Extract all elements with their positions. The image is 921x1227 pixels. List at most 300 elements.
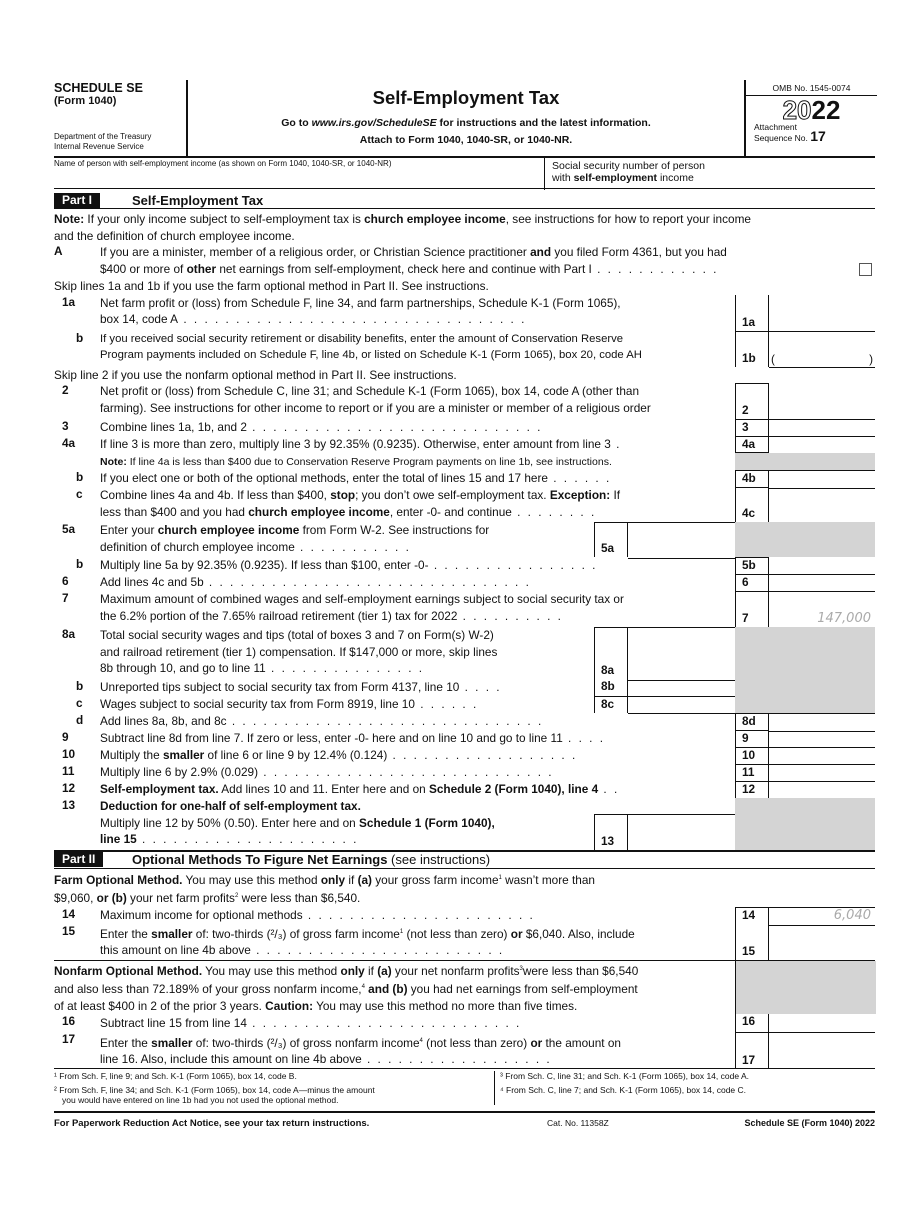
line-3-box bbox=[735, 419, 769, 436]
line-8c-box-label: 8c bbox=[601, 697, 615, 711]
part-1-note bbox=[54, 211, 875, 244]
farm-t1: You may use this method bbox=[182, 872, 321, 887]
omb-block bbox=[744, 80, 877, 156]
l5a-t1: Enter your bbox=[100, 523, 158, 537]
line-8d-box bbox=[735, 713, 769, 730]
line-8b-num: b bbox=[76, 679, 84, 693]
line-10-num: 10 bbox=[62, 747, 76, 761]
line-13-amount[interactable] bbox=[628, 814, 735, 851]
instructions-url[interactable]: www.irs.gov/ScheduleSE bbox=[311, 117, 437, 129]
line-1a-num: 1a bbox=[62, 294, 76, 309]
note-text-2: , see instructions for how to report your income bbox=[505, 212, 751, 226]
line-3-num: 3 bbox=[62, 419, 69, 433]
l17-t5: line 16. Also, include this amount on line 4b above bbox=[100, 1052, 362, 1067]
line-1b-amount[interactable] bbox=[769, 331, 875, 368]
nf-t4: were less than $6,540 bbox=[522, 963, 639, 978]
line-8c-box bbox=[594, 696, 628, 713]
line-8c-amount[interactable] bbox=[628, 696, 735, 714]
line-8b-text: Unreported tips subject to social security tax from Form 4137, line 10 . . . . bbox=[100, 680, 502, 694]
line-8d-box-label: 8d bbox=[742, 714, 756, 728]
line-a bbox=[54, 244, 875, 278]
line-1b-box bbox=[735, 331, 769, 367]
ssn-label-1: Social security number of person bbox=[552, 160, 705, 172]
l15-t4: $6,040. Also, include bbox=[522, 926, 635, 941]
line-12-text: Self-employment tax. Add lines 10 and 11. Enter here and on Schedule 2 (Form 1040), line 4 . . bbox=[100, 782, 620, 796]
footnote-1: ¹ From Sch. F, line 9; and Sch. K-1 (Form 1065), box 14, code B. bbox=[54, 1070, 297, 1081]
farm-b: Farm Optional Method. bbox=[54, 872, 183, 887]
footnote-2b: you would have entered on line 1b had you not used the optional method. bbox=[62, 1094, 339, 1105]
line-15-amount[interactable] bbox=[769, 924, 875, 961]
line-15-num: 15 bbox=[62, 923, 76, 938]
line-2-box-label: 2 bbox=[742, 403, 749, 417]
line-1b-num: b bbox=[76, 330, 84, 345]
l4c-t2: ; you don’t owe self-employment tax. bbox=[355, 488, 550, 502]
l10-b: smaller bbox=[162, 748, 205, 762]
line-8b-box-label: 8b bbox=[601, 679, 615, 693]
l17-t4: the amount on bbox=[542, 1035, 621, 1050]
line-12-box-label: 12 bbox=[742, 782, 756, 796]
line-13 bbox=[54, 798, 875, 850]
form-footer-id: Schedule SE (Form 1040) 2022 bbox=[744, 1117, 875, 1128]
line-12-box bbox=[735, 781, 769, 798]
l1b-t2: Program payments included on Schedule F, line 4b, or listed on Schedule K-1 (Form 1065), box 20, code AH bbox=[100, 349, 642, 361]
line-11-text: Multiply line 6 by 2.9% (0.029) . . . . . . . . . . . . . . . . . . . . . . . . . . . . bbox=[100, 765, 554, 779]
line-9-amount[interactable] bbox=[769, 730, 875, 748]
ssn-field[interactable] bbox=[544, 158, 705, 190]
nf-t7: of at least $400 in 2 of the prior 3 years. bbox=[54, 998, 266, 1013]
skip-2-note: Skip line 2 if you use the nonfarm optional method in Part II. See instructions. bbox=[54, 367, 457, 382]
form-footer bbox=[54, 1111, 875, 1131]
form-id-block bbox=[54, 80, 188, 156]
farm-t2: if bbox=[345, 872, 358, 887]
line-17-text: Enter the smaller of: two-thirds (²/₃) of gross nonfarm income$^4$ (not less than zero) or the amount on line 16. Also, include this amount on line 4b above . . . . . . . . . . . . . . . . . . bbox=[100, 1035, 621, 1067]
ssn-post: income bbox=[657, 172, 694, 184]
line-3-amount[interactable] bbox=[769, 419, 875, 437]
line-8a-text: Total social security wages and tips (total of boxes 3 and 7 on Form(s) W-2) and railroad retirement (tier 1) compensation. If $147,000 or more, skip lines 8b through 10, and go to line 11 . . . . . . . . . . . . . . . bbox=[100, 628, 498, 675]
l13-t1: Multiply line 12 by 50% (0.50). Enter here and on bbox=[100, 815, 360, 830]
part-2-title-note: (see instructions) bbox=[387, 852, 491, 867]
line-5a bbox=[54, 522, 875, 557]
omb-number: OMB No. 1545-0074 bbox=[746, 83, 877, 96]
farm-t4: wasn’t more than bbox=[501, 872, 595, 887]
shaded-cell bbox=[735, 453, 875, 470]
line-16-text: Subtract line 15 from line 14 . . . . . . . . . . . . . . . . . . . . . . . . . . bbox=[100, 1015, 522, 1030]
goto-post: for instructions and the latest information. bbox=[436, 117, 651, 129]
line-7-amount bbox=[769, 591, 875, 628]
l10-t1: Multiply the bbox=[100, 748, 163, 762]
nf-t2: if bbox=[364, 963, 378, 978]
line-2-text bbox=[100, 383, 651, 416]
l4a-note-b: Note: bbox=[100, 455, 127, 468]
l13-b: Deduction for one-half of self-employment tax. bbox=[100, 799, 361, 813]
a-other: other bbox=[186, 261, 217, 276]
line-6-num: 6 bbox=[62, 574, 69, 588]
line-4c-text: Combine lines 4a and 4b. If less than $400, stop; you don’t owe self-employment tax. Exception: If less than $400 and you had church employee income, enter -0- and continue . . . . . . . . bbox=[100, 488, 621, 519]
line-8d-text: Add lines 8a, 8b, and 8c . . . . . . . . . . . . . . . . . . . . . . . . . . . . . . bbox=[100, 714, 544, 728]
l15-or: or bbox=[510, 926, 523, 941]
line-14-value: 6,040 bbox=[833, 907, 871, 923]
paren-open: ( bbox=[771, 351, 775, 366]
line-4a-num: 4a bbox=[62, 436, 76, 450]
line-15 bbox=[54, 924, 875, 960]
line-7-box bbox=[735, 591, 769, 627]
footnote-4: ⁴ From Sch. C, line 7; and Sch. K-1 (Form 1065), box 14, code C. bbox=[500, 1084, 747, 1095]
l5a-bold: church employee income bbox=[157, 523, 300, 537]
line-4a-text: If line 3 is more than zero, multiply line 3 by 92.35% (0.9235). Otherwise, enter amount from line 3 . Note: If line 4a is less than $400 due to Conservation Reserve Program payments on line 1b, see instructions. bbox=[100, 437, 622, 468]
line-10 bbox=[54, 747, 875, 764]
line-4c-box-label: 4c bbox=[742, 506, 756, 520]
shaded-cell bbox=[735, 627, 875, 679]
schedule-se-form bbox=[54, 80, 875, 1131]
note-text-1: If your only income subject to self-employment tax is bbox=[84, 212, 365, 226]
line-16-amount[interactable] bbox=[769, 1014, 875, 1033]
shaded-cell bbox=[735, 798, 875, 850]
line-12-amount[interactable] bbox=[769, 781, 875, 799]
line-4a bbox=[54, 436, 875, 470]
l7-t1: Maximum amount of combined wages and self-employment earnings subject to social security tax or bbox=[100, 592, 624, 606]
farm-t7: were less than $6,540. bbox=[238, 891, 361, 906]
shaded-cell bbox=[735, 522, 875, 557]
line-3-box-label: 3 bbox=[742, 420, 749, 434]
l16-t: Subtract line 15 from line 14 bbox=[100, 1015, 247, 1030]
note-bold: church employee income bbox=[364, 212, 506, 226]
line-7-value: 147,000 bbox=[817, 611, 871, 626]
l15-t3: (not less than zero) bbox=[403, 926, 511, 941]
line-8c-num: c bbox=[76, 696, 83, 710]
line-8a-num: 8a bbox=[62, 627, 76, 641]
name-field-label: Name of person with self-employment income (as shown on Form 1040, 1040-SR, or 1040-NR) bbox=[54, 159, 392, 168]
nf-caution: Caution: bbox=[265, 998, 314, 1013]
tax-year bbox=[746, 97, 877, 123]
line-14-box bbox=[735, 907, 769, 924]
l8b-t: Unreported tips subject to social security tax from Form 4137, line 10 bbox=[100, 680, 460, 694]
l10-t2: of line 6 or line 9 by 12.4% (0.124) bbox=[204, 748, 388, 762]
line-5a-amount[interactable] bbox=[628, 522, 735, 559]
l4c-t1: Combine lines 4a and 4b. If less than $400, bbox=[100, 488, 331, 502]
l15-t1: Enter the bbox=[100, 926, 152, 941]
a-and: and bbox=[530, 245, 552, 259]
line-8b-amount[interactable] bbox=[628, 679, 735, 697]
part-2-title bbox=[132, 852, 490, 867]
farm-t3: your gross farm income bbox=[371, 872, 499, 887]
l4c-t3: If bbox=[610, 488, 621, 502]
line-a-text: If you are a minister, member of a religious order, or Christian Science practitioner and you filed Form 4361, but you had $400 or more of other net earnings from self-employment, check here and continue with Part I . . . . . . . . . . . . bbox=[100, 245, 727, 276]
line-8d bbox=[54, 713, 875, 730]
line-4b bbox=[54, 470, 875, 487]
line-9-text: Subtract line 8d from line 7. If zero or less, enter -0- here and on line 10 and go to line 11 . . . . bbox=[100, 731, 605, 745]
line-2-num: 2 bbox=[62, 383, 69, 397]
line-5a-box bbox=[594, 522, 628, 557]
line-14 bbox=[54, 907, 875, 924]
note-text-3: and the definition of church employee income. bbox=[54, 228, 295, 243]
line-16-num: 16 bbox=[62, 1013, 76, 1028]
dept-line-1: Department of the Treasury bbox=[54, 132, 152, 141]
line-5b bbox=[54, 557, 875, 574]
nonfarm-optional-method bbox=[54, 960, 875, 1014]
line-7 bbox=[54, 591, 875, 627]
line-2-amount[interactable] bbox=[769, 383, 875, 420]
footnote-divider bbox=[494, 1071, 495, 1105]
form-header bbox=[54, 80, 875, 158]
line-12-num: 12 bbox=[62, 781, 76, 795]
l2-t2: farming). See instructions for other income to report or if you are a minister or member of a religious order bbox=[100, 400, 651, 415]
l17-b: smaller bbox=[151, 1035, 193, 1050]
line-2 bbox=[54, 383, 875, 419]
line-11 bbox=[54, 764, 875, 781]
line-14-num: 14 bbox=[62, 906, 76, 921]
line-13-text: Deduction for one-half of self-employment tax. Multiply line 12 by 50% (0.50). Enter here and on Schedule 1 (Form 1040), line 15 . . . . . . . . . . . . . . . . . . . . . bbox=[100, 799, 495, 846]
line-17-box bbox=[735, 1032, 769, 1068]
skip-1a-1b-note: Skip lines 1a and 1b if you use the farm optional method in Part II. See instructions. bbox=[54, 279, 489, 293]
l15-t2: of: two-thirds (²/₃) of gross farm income bbox=[192, 926, 400, 941]
line-15-text: Enter the smaller of: two-thirds (²/₃) of gross farm income$^1$ (not less than zero) or $6,040. Also, include this amount on line 4b above . . . . . . . . . . . . . . . . . . . . . . . . bbox=[100, 926, 635, 958]
l7-t2: the 6.2% portion of the 7.65% railroad retirement (tier 1) tax for 2022 bbox=[100, 608, 458, 623]
nf-t5: and also less than 72.189% of your gross nonfarm income, bbox=[54, 982, 362, 997]
line-8a bbox=[54, 627, 875, 679]
l9-t: Subtract line 8d from line 7. If zero or less, enter -0- here and on line 10 and go to line 11 bbox=[100, 731, 563, 745]
line-9-num: 9 bbox=[62, 730, 69, 744]
line-16-box-label: 16 bbox=[742, 1013, 756, 1028]
line-9-box-label: 9 bbox=[742, 731, 749, 745]
line-8a-box bbox=[594, 627, 628, 679]
nf-t8: You may use this method no more than five times. bbox=[313, 998, 578, 1013]
minister-checkbox[interactable] bbox=[859, 263, 872, 276]
line-8a-box-label: 8a bbox=[601, 663, 615, 677]
l13-b3: line 15 bbox=[100, 832, 137, 846]
a-text-2: you filed Form 4361, but you had bbox=[551, 245, 727, 259]
l17-t3: (not less than zero) bbox=[422, 1035, 531, 1050]
l4c-church: church employee income bbox=[248, 504, 390, 519]
shaded-cell bbox=[735, 679, 875, 696]
line-4a-box bbox=[735, 436, 769, 453]
line-8c-text: Wages subject to social security tax from Form 8919, line 10 . . . . . . bbox=[100, 697, 479, 711]
farm-optional-method: Farm Optional Method. You may use this method only if (a) your gross farm income$^1$ wasn’t more than $9,060, or (b) your net farm profits$^2$ were less than $6,540. bbox=[54, 872, 595, 906]
name-ssn-row bbox=[54, 158, 875, 189]
l4a-t: If line 3 is more than zero, multiply line 3 by 92.35% (0.9235). Otherwise, enter amount from line 3 bbox=[100, 437, 611, 451]
l8d-t: Add lines 8a, 8b, and 8c bbox=[100, 714, 227, 728]
line-5b-text: Multiply line 5a by 92.35% (0.9235). If less than $100, enter -0- . . . . . . . . . . . . . . . . bbox=[100, 558, 598, 572]
l17-t1: Enter the bbox=[100, 1035, 152, 1050]
part-2-title-text: Optional Methods To Figure Net Earnings bbox=[132, 852, 388, 867]
line-1b bbox=[54, 331, 875, 367]
line-11-box-label: 11 bbox=[742, 765, 755, 779]
line-4a-box-label: 4a bbox=[742, 437, 756, 451]
line-4c-box bbox=[735, 487, 769, 522]
line-4c-amount[interactable] bbox=[769, 487, 875, 523]
line-10-box bbox=[735, 747, 769, 764]
shaded-cell bbox=[735, 961, 876, 1014]
ssn-pre: with bbox=[552, 172, 574, 184]
line-8b-box bbox=[594, 679, 628, 696]
attach-instruction: Attach to Form 1040, 1040-SR, or 1040-NR. bbox=[359, 134, 573, 146]
line-16 bbox=[54, 1014, 875, 1032]
line-1b-text bbox=[100, 331, 642, 364]
nonfarm-text: Nonfarm Optional Method. You may use this method only if (a) your net nonfarm profits$^3$were less than $6,540 and also less than 72.189% of your gross nonfarm income,$^4$ and (b) you had net earnings from self-employment of at least $400 in 2 of the prior 3 years. Caution: You may use this method no more than five times. bbox=[54, 963, 639, 1013]
line-8b bbox=[54, 679, 875, 696]
line-17-box-label: 17 bbox=[742, 1052, 756, 1067]
attachment-label: Attachment bbox=[754, 122, 797, 132]
line-11-amount[interactable] bbox=[769, 764, 875, 782]
sequence-number: 17 bbox=[810, 128, 826, 144]
l15-b: smaller bbox=[151, 926, 193, 941]
nf-a: (a) bbox=[377, 963, 392, 978]
nf-b: Nonfarm Optional Method. bbox=[54, 963, 203, 978]
line-5a-text: Enter your church employee income from Form W-2. See instructions for definition of church employee income . . . . . . . . . . . bbox=[100, 523, 490, 554]
form-title: Self-Employment Tax bbox=[372, 87, 560, 108]
line-5b-amount[interactable] bbox=[769, 557, 875, 575]
catalog-number: Cat. No. 11358Z bbox=[547, 1117, 609, 1128]
line-5b-num: b bbox=[76, 557, 84, 571]
schedule-name: SCHEDULE SE bbox=[54, 81, 143, 95]
line-9-box bbox=[735, 730, 769, 747]
line-6-amount[interactable] bbox=[769, 574, 875, 592]
line-4b-box-label: 4b bbox=[742, 471, 756, 485]
form-number: (Form 1040) bbox=[54, 95, 117, 107]
line-17 bbox=[54, 1032, 875, 1068]
line-2-box bbox=[735, 383, 769, 419]
l3-t: Combine lines 1a, 1b, and 2 bbox=[100, 420, 247, 434]
a-text-1: If you are a minister, member of a religious order, or Christian Science practitioner bbox=[100, 245, 531, 259]
form-title-block bbox=[188, 80, 744, 156]
a-text-3: $400 or more of bbox=[100, 261, 187, 276]
line-10-text: Multiply the smaller of line 6 or line 9 by 12.4% (0.124) . . . . . . . . . . . . . . . . . . bbox=[100, 748, 578, 762]
footnote-2a: ² From Sch. F, line 34; and Sch. K-1 (Form 1065), box 14, code A—minus the amount bbox=[54, 1084, 375, 1095]
farm-orb: or (b) bbox=[96, 891, 127, 906]
line-1a-box bbox=[735, 295, 769, 331]
part-1-tag: Part I bbox=[54, 193, 100, 208]
line-1a bbox=[54, 295, 875, 331]
paperwork-notice: For Paperwork Reduction Act Notice, see your tax return instructions. bbox=[54, 1117, 370, 1129]
line-16-box bbox=[735, 1014, 769, 1032]
l1a-t2: box 14, code A bbox=[100, 312, 179, 326]
line-5a-num: 5a bbox=[62, 522, 76, 536]
l5a-t2: from Form W-2. See instructions for bbox=[299, 523, 490, 537]
l12-b2: Schedule 2 (Form 1040), line 4 bbox=[428, 782, 599, 796]
footnote-3: ³ From Sch. C, line 31; and Sch. K-1 (Form 1065), box 14, code A. bbox=[500, 1070, 749, 1081]
l8a-t2: and railroad retirement (tier 1) compensation. If $147,000 or more, skip lines bbox=[100, 644, 498, 659]
paren-close: ) bbox=[869, 351, 873, 366]
l17-or: or bbox=[530, 1035, 543, 1050]
farm-t5: $9,060, bbox=[54, 891, 97, 906]
farm-t6: your net farm profits bbox=[126, 891, 235, 906]
l11-t: Multiply line 6 by 2.9% (0.029) bbox=[100, 765, 259, 779]
l2-t1: Net profit or (loss) from Schedule C, line 31; and Schedule K-1 (Form 1065), box 14, code A (other than bbox=[100, 384, 640, 398]
line-6 bbox=[54, 574, 875, 591]
l5b-t: Multiply line 5a by 92.35% (0.9235). If less than $100, enter -0- bbox=[100, 558, 429, 572]
ssn-label-2 bbox=[552, 172, 705, 184]
l4c-stop: stop bbox=[330, 488, 356, 502]
part-1-title: Self-Employment Tax bbox=[132, 193, 264, 208]
line-11-box bbox=[735, 764, 769, 781]
line-3-text: Combine lines 1a, 1b, and 2 . . . . . . . . . . . . . . . . . . . . . . . . . . . . bbox=[100, 420, 543, 434]
part-1-header bbox=[54, 193, 875, 209]
l17-t2: of: two-thirds (²/₃) of gross nonfarm income bbox=[192, 1035, 420, 1050]
ssn-bold: self-employment bbox=[573, 172, 658, 184]
l5a-t3: definition of church employee income bbox=[100, 539, 295, 554]
nf-t3: your net nonfarm profits bbox=[391, 963, 520, 978]
line-8c bbox=[54, 696, 875, 713]
line-6-box bbox=[735, 574, 769, 591]
a-text-4: net earnings from self-employment, check here and continue with Part I bbox=[216, 261, 592, 276]
line-17-num: 17 bbox=[62, 1031, 76, 1046]
farm-a: (a) bbox=[357, 872, 372, 887]
line-10-amount[interactable] bbox=[769, 747, 875, 765]
nf-t1: You may use this method bbox=[202, 963, 341, 978]
l1a-t1: Net farm profit or (loss) from Schedule F, line 34, and farm partnerships, Schedule K-1 (Form 1065), bbox=[100, 295, 621, 310]
l4c-t5: , enter -0- and continue bbox=[389, 504, 512, 519]
footnotes bbox=[54, 1068, 875, 1111]
line-6-text: Add lines 4c and 5b . . . . . . . . . . . . . . . . . . . . . . . . . . . . . . . bbox=[100, 575, 531, 589]
line-12 bbox=[54, 781, 875, 798]
line-1a-box-label: 1a bbox=[742, 314, 756, 329]
l4a-note: If line 4a is less than $400 due to Conservation Reserve Program payments on line 1b, see instructions. bbox=[126, 455, 612, 468]
line-10-box-label: 10 bbox=[742, 748, 756, 762]
department bbox=[54, 132, 151, 152]
line-4b-num: b bbox=[76, 470, 84, 484]
line-9 bbox=[54, 730, 875, 747]
line-6-box-label: 6 bbox=[742, 575, 749, 589]
line-8a-amount[interactable] bbox=[628, 627, 735, 681]
l8c-t: Wages subject to social security tax from Form 8919, line 10 bbox=[100, 697, 415, 711]
l14-t: Maximum income for optional methods bbox=[100, 907, 303, 922]
attachment-seq bbox=[754, 123, 877, 143]
line-7-num: 7 bbox=[62, 591, 69, 605]
l8a-t3: 8b through 10, and go to line 11 bbox=[100, 661, 266, 675]
nf-only: only bbox=[340, 963, 365, 978]
line-4c bbox=[54, 487, 875, 522]
line-4a-amount[interactable] bbox=[769, 436, 875, 454]
l8a-t1: Total social security wages and tips (total of boxes 3 and 7 on Form(s) W-2) bbox=[100, 628, 494, 642]
year-suffix: 22 bbox=[811, 95, 841, 125]
line-7-box-label: 7 bbox=[742, 611, 749, 625]
l4c-exc: Exception: bbox=[549, 488, 611, 502]
l6-t: Add lines 4c and 5b bbox=[100, 575, 204, 589]
year-prefix: 20 bbox=[782, 95, 812, 125]
line-8d-num: d bbox=[76, 713, 84, 727]
instructions-link-text bbox=[188, 117, 744, 129]
line-4c-num: c bbox=[76, 487, 83, 501]
goto-pre: Go to bbox=[281, 117, 312, 129]
l4b-t: If you elect one or both of the optional methods, enter the total of lines 15 and 17 here bbox=[100, 471, 548, 485]
line-17-amount[interactable] bbox=[769, 1032, 875, 1068]
line-3 bbox=[54, 419, 875, 436]
note-label: Note: bbox=[54, 212, 85, 226]
line-1a-text: Net farm profit or (loss) from Schedule F, line 34, and farm partnerships, Schedule K-1 (Form 1065), box 14, code A . . . . . . . . . . . . . . . . . . . . . . . . . . . . . . . . . bbox=[100, 295, 621, 326]
l15-t5: this amount on line 4b above bbox=[100, 943, 251, 958]
line-1a-amount[interactable] bbox=[769, 295, 875, 332]
line-15-box bbox=[735, 924, 769, 960]
line-4b-box bbox=[735, 470, 769, 487]
sequence-label: Sequence No. bbox=[754, 133, 811, 143]
part-2-tag: Part II bbox=[54, 852, 103, 867]
shaded-cell bbox=[735, 696, 875, 713]
part-2-header bbox=[54, 850, 875, 869]
l1b-t1: If you received social security retirement or disability benefits, enter the amount of Conservation Reserve bbox=[100, 332, 624, 345]
line-a-label: A bbox=[54, 244, 63, 258]
l12-t1: Add lines 10 and 11. Enter here and on bbox=[218, 782, 429, 796]
line-13-num: 13 bbox=[62, 798, 76, 812]
nf-and: and (b) bbox=[364, 982, 408, 997]
line-5a-box-label: 5a bbox=[601, 541, 615, 555]
line-1b-box-label: 1b bbox=[742, 350, 756, 365]
line-13-box bbox=[594, 814, 628, 850]
line-13-box-label: 13 bbox=[601, 834, 615, 848]
farm-only: only bbox=[320, 872, 346, 887]
line-5b-box-label: 5b bbox=[742, 558, 756, 572]
l12-b: Self-employment tax. bbox=[100, 782, 219, 796]
line-14-text: Maximum income for optional methods . . . . . . . . . . . . . . . . . . . . . . bbox=[100, 907, 535, 922]
line-11-num: 11 bbox=[62, 764, 75, 778]
